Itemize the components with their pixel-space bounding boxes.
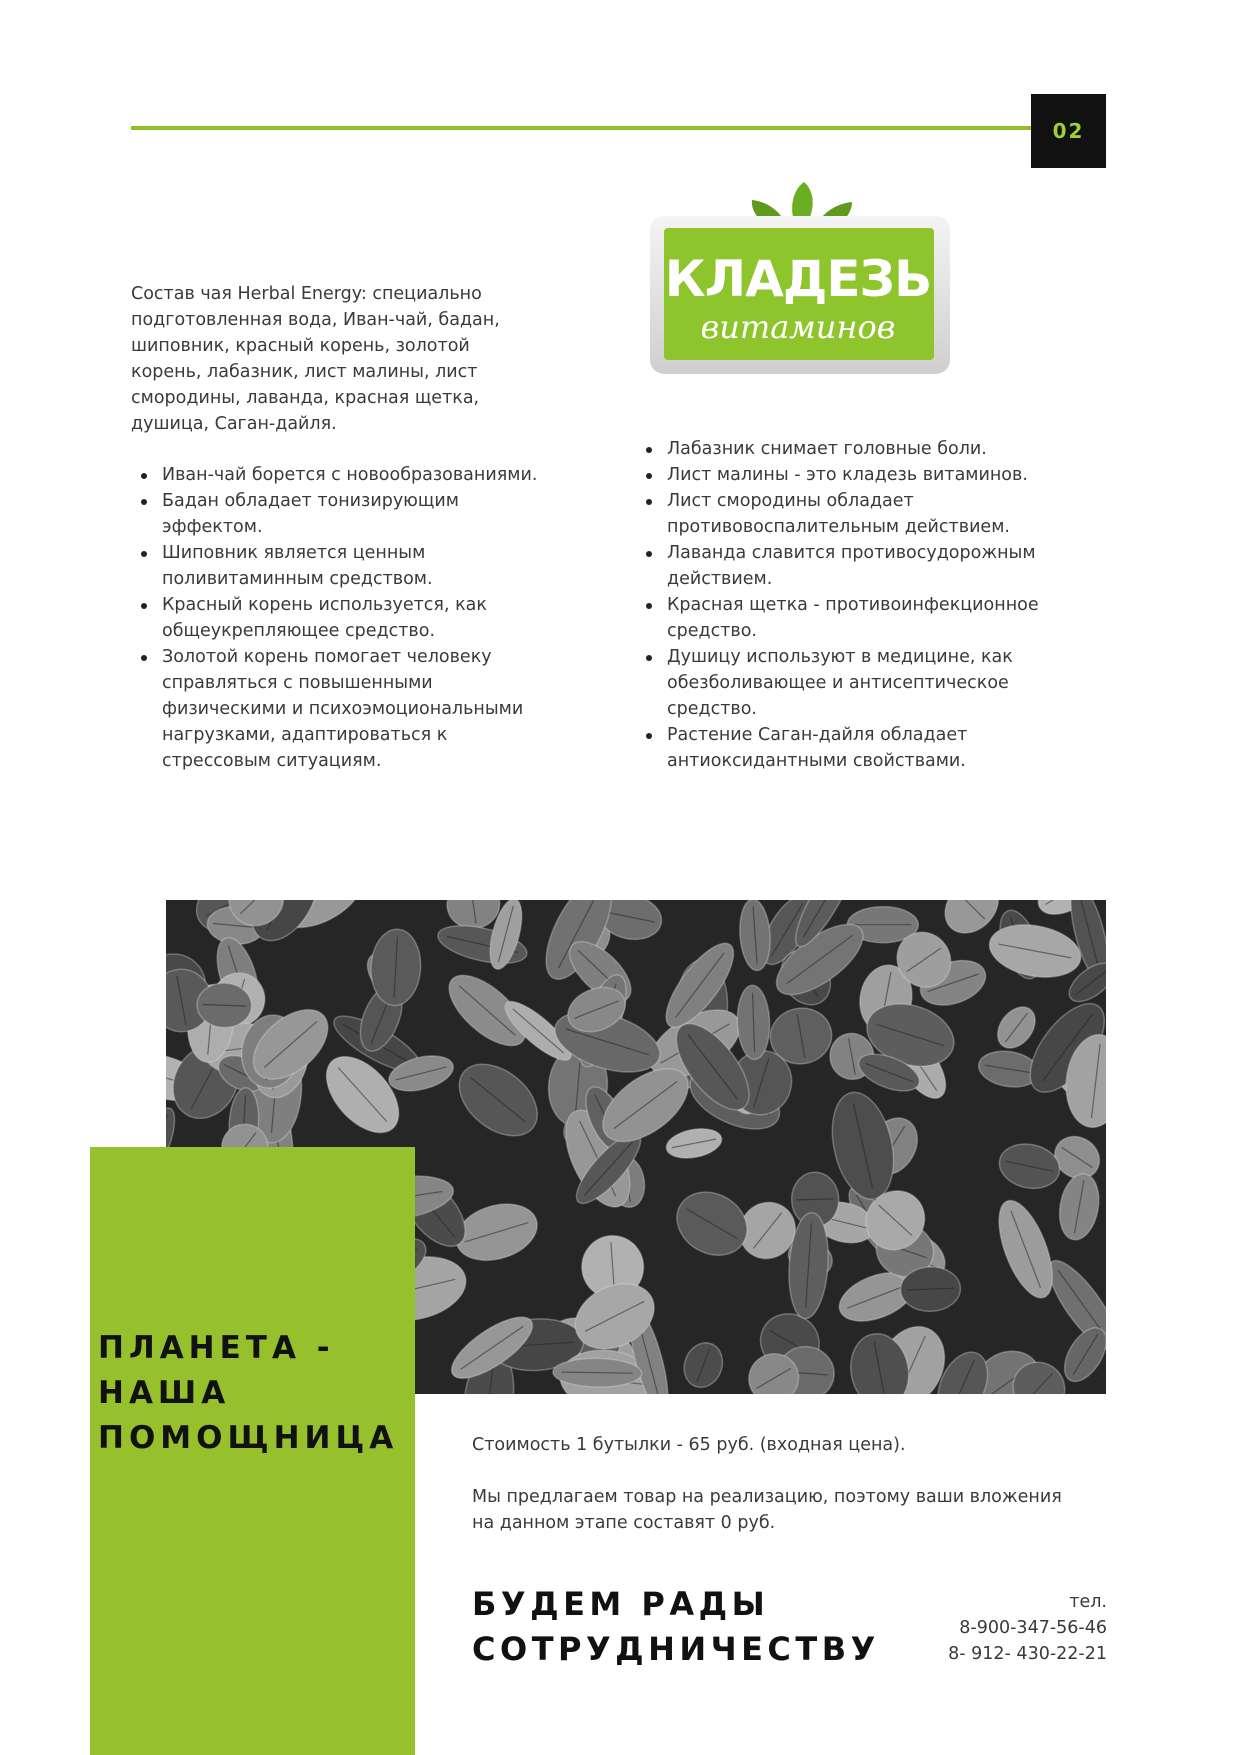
list-item: Красный корень используется, как общеукрепляющее средство.	[131, 592, 551, 644]
cooperation-line: БУДЕМ РАДЫ	[472, 1585, 770, 1623]
cooperation-line: СОТРУДНИЧЕСТВУ	[472, 1630, 880, 1668]
slogan-line: ПЛАНЕТА -	[98, 1330, 335, 1366]
list-item: Шиповник является ценным поливитаминным средством.	[131, 540, 551, 592]
list-item: Душицу используют в медицине, как обезболивающее и антисептическое средство.	[636, 644, 1066, 722]
list-item: Растение Саган-дайля обладает антиоксидантными свойствами.	[636, 722, 1066, 774]
benefits-list-right	[636, 436, 1066, 774]
logo-title: КЛАДЕЗЬ	[664, 250, 932, 308]
offer-text: Мы предлагаем товар на реализацию, поэтому ваши вложения на данном этапе составят 0 руб.	[472, 1487, 1062, 1533]
composition-paragraph: Состав чая Herbal Energy: специально подготовленная вода, Иван-чай, бадан, шиповник, красный корень, золотой корень, лабазник, лист малины, лист смородины, лаванда, красная щетка, душица, Саган-дайля.	[131, 284, 500, 434]
slogan-heading	[98, 1326, 418, 1461]
contacts-block	[880, 1589, 1107, 1667]
list-item: Лаванда славится противосудорожным действием.	[636, 540, 1066, 592]
list-item: Золотой корень помогает человеку справляться с повышенными физическими и психоэмоциональными нагрузками, адаптироваться к стрессовым ситуациям.	[131, 644, 551, 774]
phone-number: 8-900-347-56-46	[959, 1618, 1107, 1638]
list-item: Иван-чай борется с новообразованиями.	[131, 462, 551, 488]
list-item: Лист смородины обладает противовоспалительным действием.	[636, 488, 1066, 540]
benefits-list-left	[131, 462, 551, 774]
logo-subtitle: витаминов	[700, 308, 896, 346]
brand-logo	[648, 180, 952, 376]
list-item: Лабазник снимает головные боли.	[636, 436, 1066, 462]
list-item: Лист малины - это кладезь витаминов.	[636, 462, 1066, 488]
slogan-line: НАША	[98, 1375, 231, 1411]
cooperation-heading	[472, 1582, 880, 1672]
page-number-box	[1031, 94, 1106, 168]
price-text: Стоимость 1 бутылки - 65 руб. (входная цена).	[472, 1435, 906, 1455]
list-item: Бадан обладает тонизирующим эффектом.	[131, 488, 551, 540]
page-number: 02	[1052, 119, 1085, 143]
phone-label: тел.	[1069, 1592, 1107, 1612]
phone-number: 8- 912- 430-22-21	[948, 1644, 1107, 1664]
list-item: Красная щетка - противоинфекционное средство.	[636, 592, 1066, 644]
slogan-line: ПОМОЩНИЦА	[98, 1420, 399, 1456]
header-rule	[131, 126, 1031, 130]
